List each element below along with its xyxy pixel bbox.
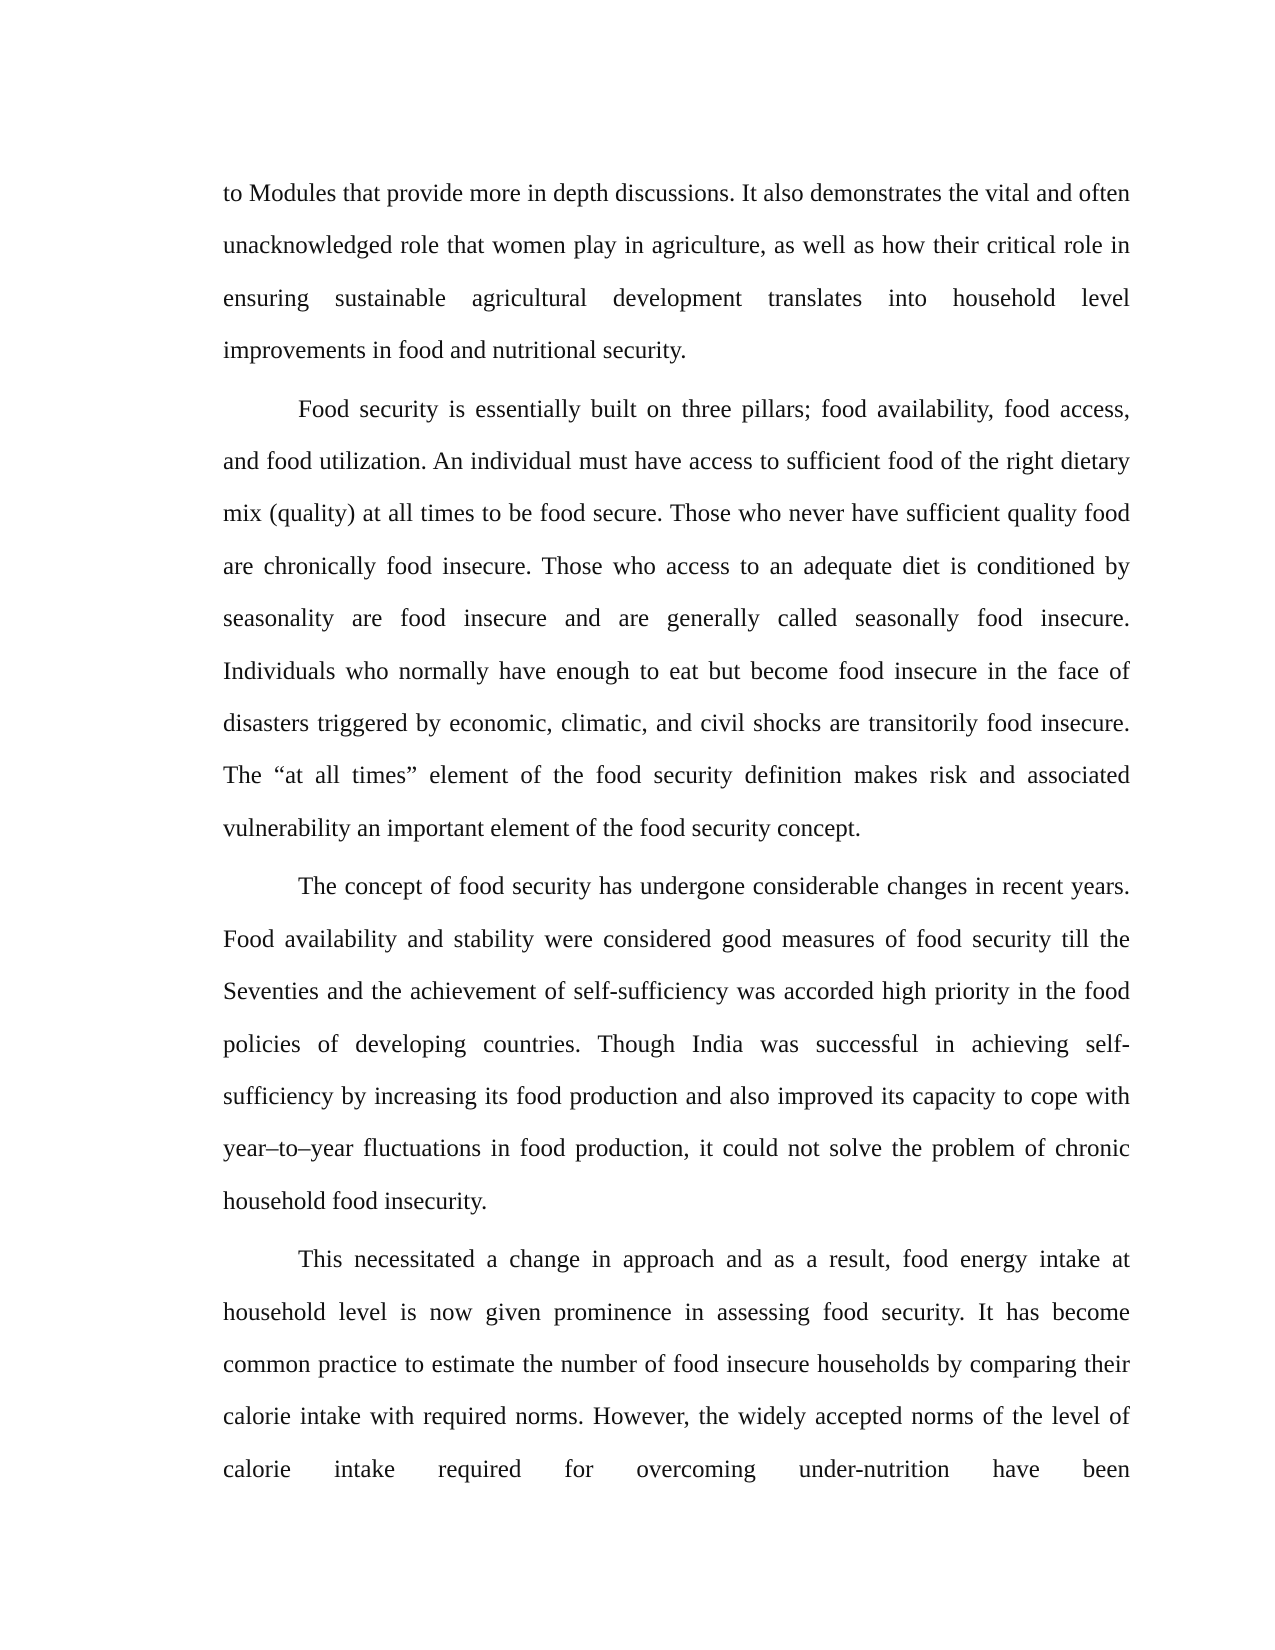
document-page [223,168,1130,1502]
paragraph-food-energy-intake: This necessitated a change in approach and as a result, food energy intake at household level is now given prominence in assessing food security. It has become common practice to estimate the number of food insecure households by comparing their calorie intake with required norms. However, the widely accepted norms of the level of calorie intake required for overcoming under-nutrition have been [223,1246,1130,1483]
paragraph-food-security-concept-changes: The concept of food security has undergone considerable changes in recent years. Food availability and stability were considered good measures of food security till the Seventies and the achievement of self-sufficiency was accorded high priority in the food policies of developing countries. Though India was successful in achieving self-sufficiency by increasing its food production and also improved its capacity to cope with year–to–year fluctuations in food production, it could not solve the problem of chronic household food insecurity. [223,873,1130,1215]
paragraph-food-security-pillars: Food security is essentially built on three pillars; food availability, food access, and food utilization. An individual must have access to sufficient food of the right dietary mix (quality) at all times to be food secure. Those who never have sufficient quality food are chronically food insecure. Those who access to an adequate diet is conditioned by seasonality are food insecure and are generally called seasonally food insecure. Individuals who normally have enough to eat but become food insecure in the face of disasters triggered by economic, climatic, and civil shocks are transitorily food insecure. The “at all times” element of the food security definition makes risk and associated vulnerability an important element of the food security concept. [223,395,1130,842]
paragraph-women-in-agriculture: to Modules that provide more in depth discussions. It also demonstrates the vital and often unacknowledged role that women play in agriculture, as well as how their critical role in ensuring sustainable agricultural development translates into household level improvements in food and nutritional security. [223,180,1130,365]
